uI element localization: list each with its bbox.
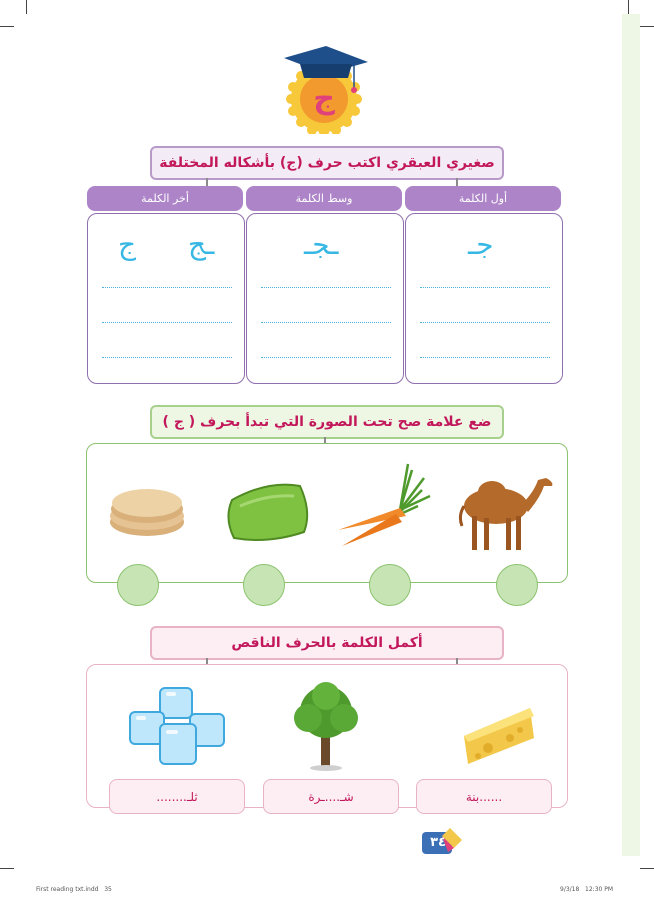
check-circle-camel[interactable] <box>496 564 538 606</box>
crop-mark <box>0 26 14 27</box>
tree-image <box>290 682 362 772</box>
letter-start-form: جـ <box>468 228 494 261</box>
check-circle-carrots[interactable] <box>369 564 411 606</box>
crop-mark <box>26 0 27 14</box>
bread-image <box>106 484 188 538</box>
letter-isolated-form: ج <box>118 228 137 261</box>
crop-mark <box>640 868 654 869</box>
badge-letter: ج <box>313 80 335 116</box>
writing-line[interactable] <box>420 322 550 323</box>
column-header-start: أول الكلمة <box>405 186 561 211</box>
section3-title: أكمل الكلمة بالحرف الناقص <box>150 626 504 660</box>
writing-line[interactable] <box>102 357 232 358</box>
section1-title: صغيري العبقري اكتب حرف (ج) بأشكاله المختلفة <box>150 146 504 180</box>
writing-line[interactable] <box>261 357 391 358</box>
page-number: ٣٤ <box>430 834 446 850</box>
check-circle-pillow[interactable] <box>243 564 285 606</box>
column-header-middle: وسط الكلمة <box>246 186 402 211</box>
writing-line[interactable] <box>261 322 391 323</box>
writing-line[interactable] <box>420 357 550 358</box>
letter-end-form: ـج <box>188 228 215 261</box>
check-circle-bread[interactable] <box>117 564 159 606</box>
cheese-image <box>458 700 538 770</box>
file-label: First reading txt.indd 35 <box>36 886 112 893</box>
crop-mark <box>0 868 14 869</box>
writing-line[interactable] <box>261 287 391 288</box>
writing-line[interactable] <box>420 287 550 288</box>
connector <box>206 178 208 186</box>
word-blank-ice[interactable]: ثلـ........ <box>109 779 245 814</box>
ice-cubes-image <box>124 684 230 772</box>
letter-middle-form: ـجـ <box>304 228 339 261</box>
pillow-image <box>222 478 314 548</box>
crop-mark <box>640 26 654 27</box>
writing-line[interactable] <box>102 322 232 323</box>
camel-image <box>454 470 558 554</box>
word-blank-tree[interactable]: شـ....ـرة <box>263 779 399 814</box>
crop-mark <box>628 0 629 14</box>
column-box-end <box>87 213 245 384</box>
writing-line[interactable] <box>102 287 232 288</box>
carrots-image <box>334 460 438 552</box>
word-blank-cheese[interactable]: ......بنة <box>416 779 552 814</box>
section2-title: ضع علامة صح تحت الصورة التي تبدأ بحرف ( ج ) <box>150 405 504 439</box>
connector <box>456 178 458 186</box>
column-header-end: أخر الكلمة <box>87 186 243 211</box>
page-edge-strip <box>622 14 640 856</box>
timestamp: 9/3/18 12:30 PM <box>560 886 614 893</box>
